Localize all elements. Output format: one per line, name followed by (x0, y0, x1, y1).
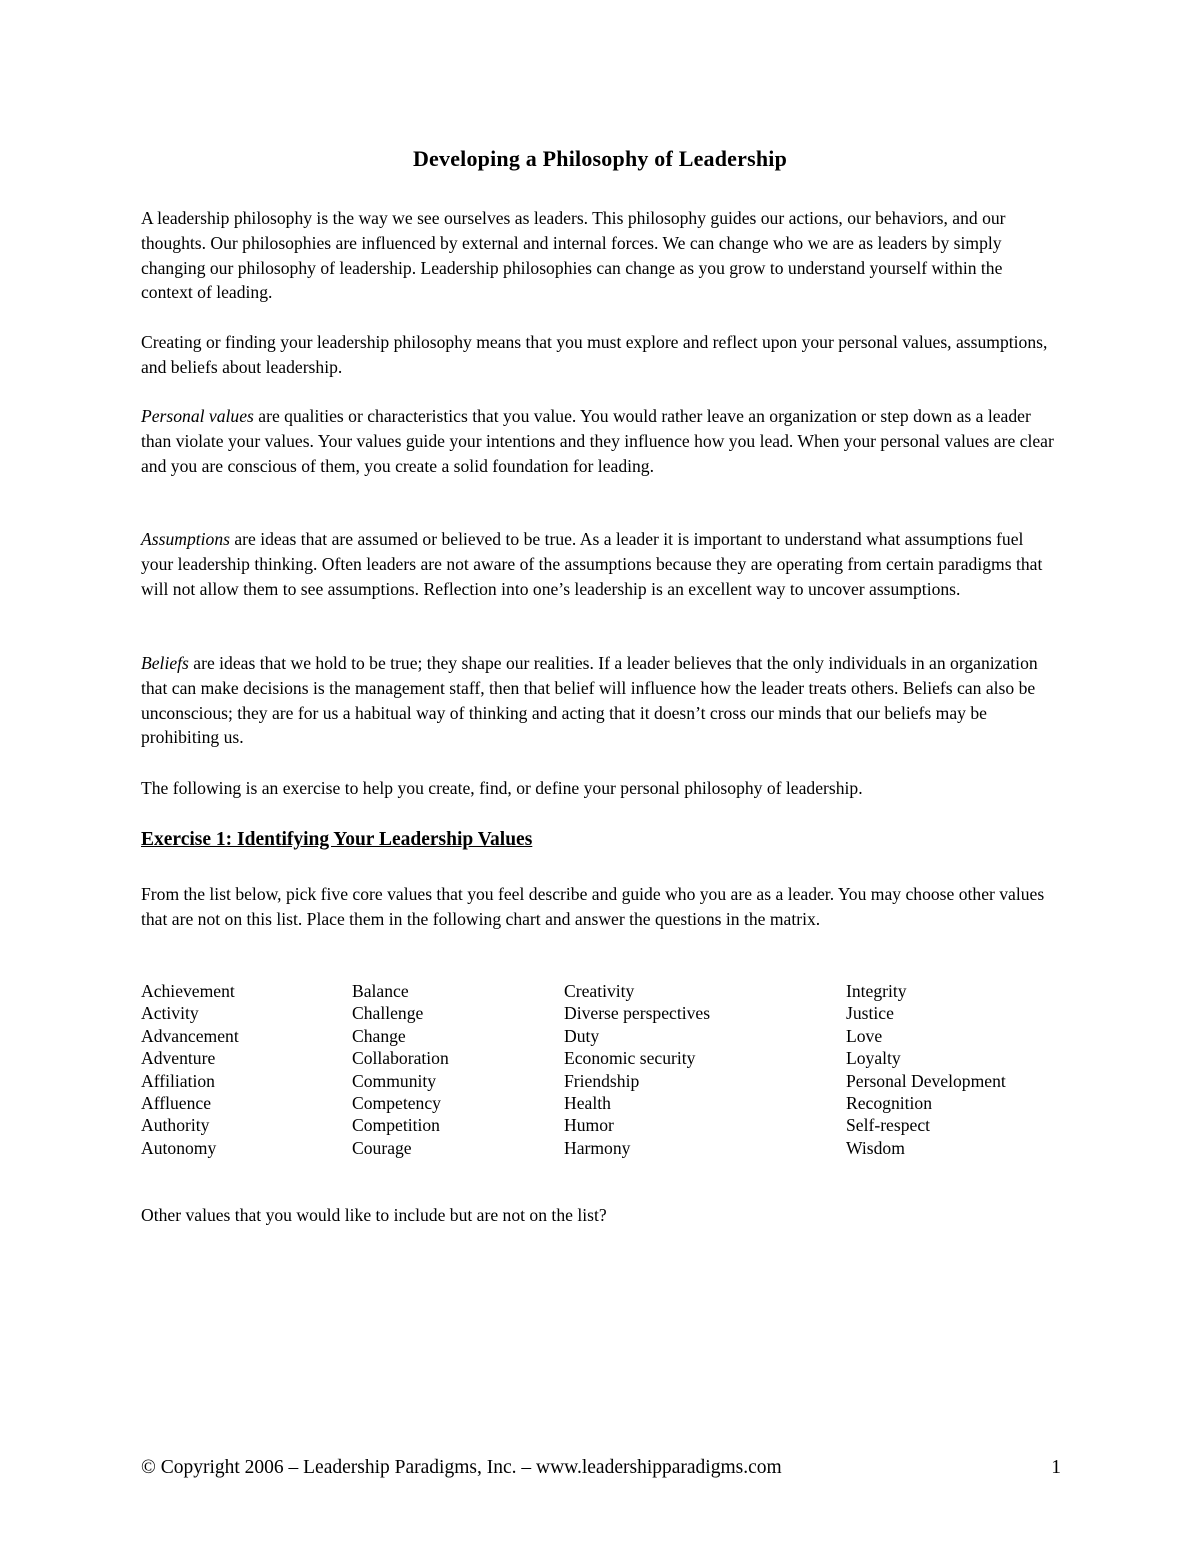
values-column (141, 980, 239, 1159)
value-item: Collaboration (352, 1048, 449, 1069)
value-item: Courage (352, 1137, 412, 1158)
intro-paragraph: A leadership philosophy is the way we see ourselves as leaders. This philosophy guides our actions, our behaviors, and our thoughts. Our philosophies are influenced by external and internal forces. We can change who we are as leaders by simply changing our philosophy of leadership. Leadership philosophies can change as you grow to understand yourself within the context of leading. (141, 208, 1006, 303)
value-item: Integrity (846, 981, 907, 1001)
other-values-prompt: Other values that you would like to include but are not on the list? (141, 1205, 607, 1225)
page-title: Developing a Philosophy of Leadership (412, 146, 788, 171)
page-number: 1 (1051, 1457, 1061, 1478)
value-item: Challenge (352, 1003, 424, 1024)
value-item: Achievement (141, 981, 235, 1001)
value-item: Activity (141, 1003, 199, 1024)
values-column (564, 980, 710, 1159)
value-item: Adventure (141, 1048, 216, 1069)
value-item: Advancement (141, 1025, 239, 1046)
value-item: Community (352, 1070, 437, 1091)
value-item: Self-respect (846, 1115, 931, 1136)
value-item: Competition (352, 1115, 440, 1136)
value-item: Friendship (564, 1070, 640, 1091)
value-item: Balance (352, 981, 409, 1001)
value-item: Diverse perspectives (564, 1003, 711, 1024)
beliefs-paragraph: Beliefs are ideas that we hold to be true; they shape our realities. If a leader believes that the only individuals in an organization that can make decisions is the management staff, then that belief will influence how the leader treats others. Beliefs can also be unconscious; they are for us a habitual way of thinking and acting that it doesn’t cross our minds that our beliefs may be prohibiting us. (141, 653, 1038, 748)
value-item: Economic security (564, 1048, 696, 1069)
exercise-instructions: From the list below, pick five core values that you feel describe and guide who you are as a leader. You may choose other values that are not on this list. Place them in the following chart and answer the questions in the matrix. (141, 884, 1045, 929)
values-column (846, 980, 1006, 1159)
personal-values-paragraph: Personal values are qualities or characteristics that you value. You would rather leave an organization or step down as a leader than violate your values. Your values guide your intentions and they influence how you lead. When your personal values are clear and you are conscious of them, you create a solid foundation for leading. (141, 406, 1054, 476)
value-item: Humor (564, 1115, 614, 1136)
value-item: Personal Development (846, 1070, 1006, 1091)
value-item: Change (352, 1025, 406, 1046)
copyright-notice: © Copyright 2006 – Leadership Paradigms, Inc. – www.leadershipparadigms.com (141, 1457, 782, 1478)
value-item: Health (564, 1093, 611, 1114)
value-item: Autonomy (141, 1137, 217, 1158)
value-item: Justice (846, 1003, 894, 1024)
value-item: Affiliation (141, 1070, 215, 1091)
philosophy-paragraph: Creating or finding your leadership philosophy means that you must explore and reflect upon your personal values, assumptions, and beliefs about leadership. (141, 332, 1048, 377)
value-item: Duty (564, 1025, 600, 1046)
value-item: Love (846, 1025, 883, 1046)
value-item: Affluence (141, 1093, 212, 1114)
beliefs-term: Beliefs (141, 653, 189, 673)
value-item: Loyalty (846, 1048, 901, 1069)
value-item: Competency (352, 1093, 441, 1114)
personal-values-term: Personal values (141, 406, 254, 426)
value-item: Recognition (846, 1093, 933, 1114)
assumptions-term: Assumptions (141, 529, 230, 549)
values-column (352, 980, 449, 1159)
value-item: Creativity (564, 981, 635, 1001)
value-item: Authority (141, 1115, 210, 1136)
value-item: Harmony (564, 1137, 631, 1158)
exercise-intro-paragraph: The following is an exercise to help you create, find, or define your personal philosophy of leadership. (141, 778, 863, 798)
assumptions-paragraph: Assumptions are ideas that are assumed or believed to be true. As a leader it is important to understand what assumptions fuel your leadership thinking. Often leaders are not aware of the assumptions because they are operating from certain paradigms that will not allow them to see assumptions. Reflection into one’s leadership is an excellent way to uncover assumptions. (141, 529, 1043, 599)
value-item: Wisdom (846, 1137, 905, 1158)
exercise-heading: Exercise 1: Identifying Your Leadership Values (141, 829, 533, 850)
